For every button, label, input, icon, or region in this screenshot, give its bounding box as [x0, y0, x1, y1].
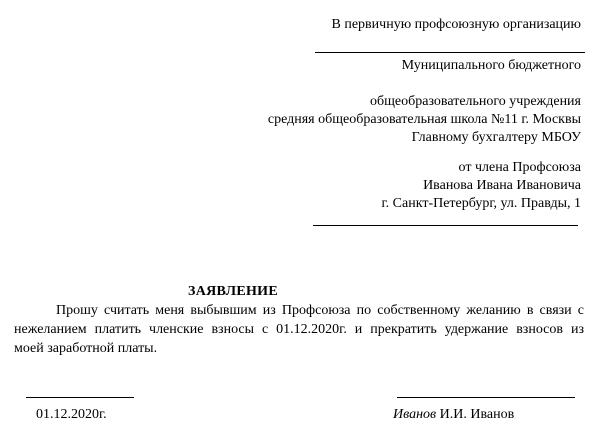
body-line-3: моей заработной платы.	[14, 341, 158, 356]
addressee-underline	[315, 52, 585, 53]
addressee-line-5: Главному бухгалтеру МБОУ	[411, 130, 581, 145]
sender-underline	[313, 225, 578, 226]
signature-date: 01.12.2020г.	[36, 407, 107, 422]
signer-name: И.И. Иванов	[439, 407, 515, 422]
document-body	[14, 301, 584, 358]
name-signature-line	[397, 397, 575, 398]
sender-line-3: г. Санкт-Петербург, ул. Правды, 1	[381, 196, 581, 211]
sender-line-1: от члена Профсоюза	[458, 160, 581, 175]
date-signature-line	[26, 397, 134, 398]
sender-line-2: Иванова Ивана Ивановича	[423, 178, 581, 193]
handwritten-signature: Иванов	[393, 407, 437, 422]
document-title: ЗАЯВЛЕНИЕ	[188, 284, 279, 299]
addressee-line-1: В первичную профсоюзную организацию	[331, 17, 581, 32]
addressee-line-2: Муниципального бюджетного	[401, 58, 581, 73]
addressee-line-3: общеобразовательного учреждения	[370, 94, 581, 109]
body-line-2: нежеланием платить членские взносы с 01.12.2020г. и прекратить удержание взносов из	[14, 322, 584, 337]
signature-name-block	[393, 406, 514, 424]
body-line-1: Прошу считать меня выбывшим из Профсоюза по собственному желанию в связи с	[56, 303, 584, 318]
addressee-line-4: средняя общеобразовательная школа №11 г. Москвы	[267, 112, 581, 127]
